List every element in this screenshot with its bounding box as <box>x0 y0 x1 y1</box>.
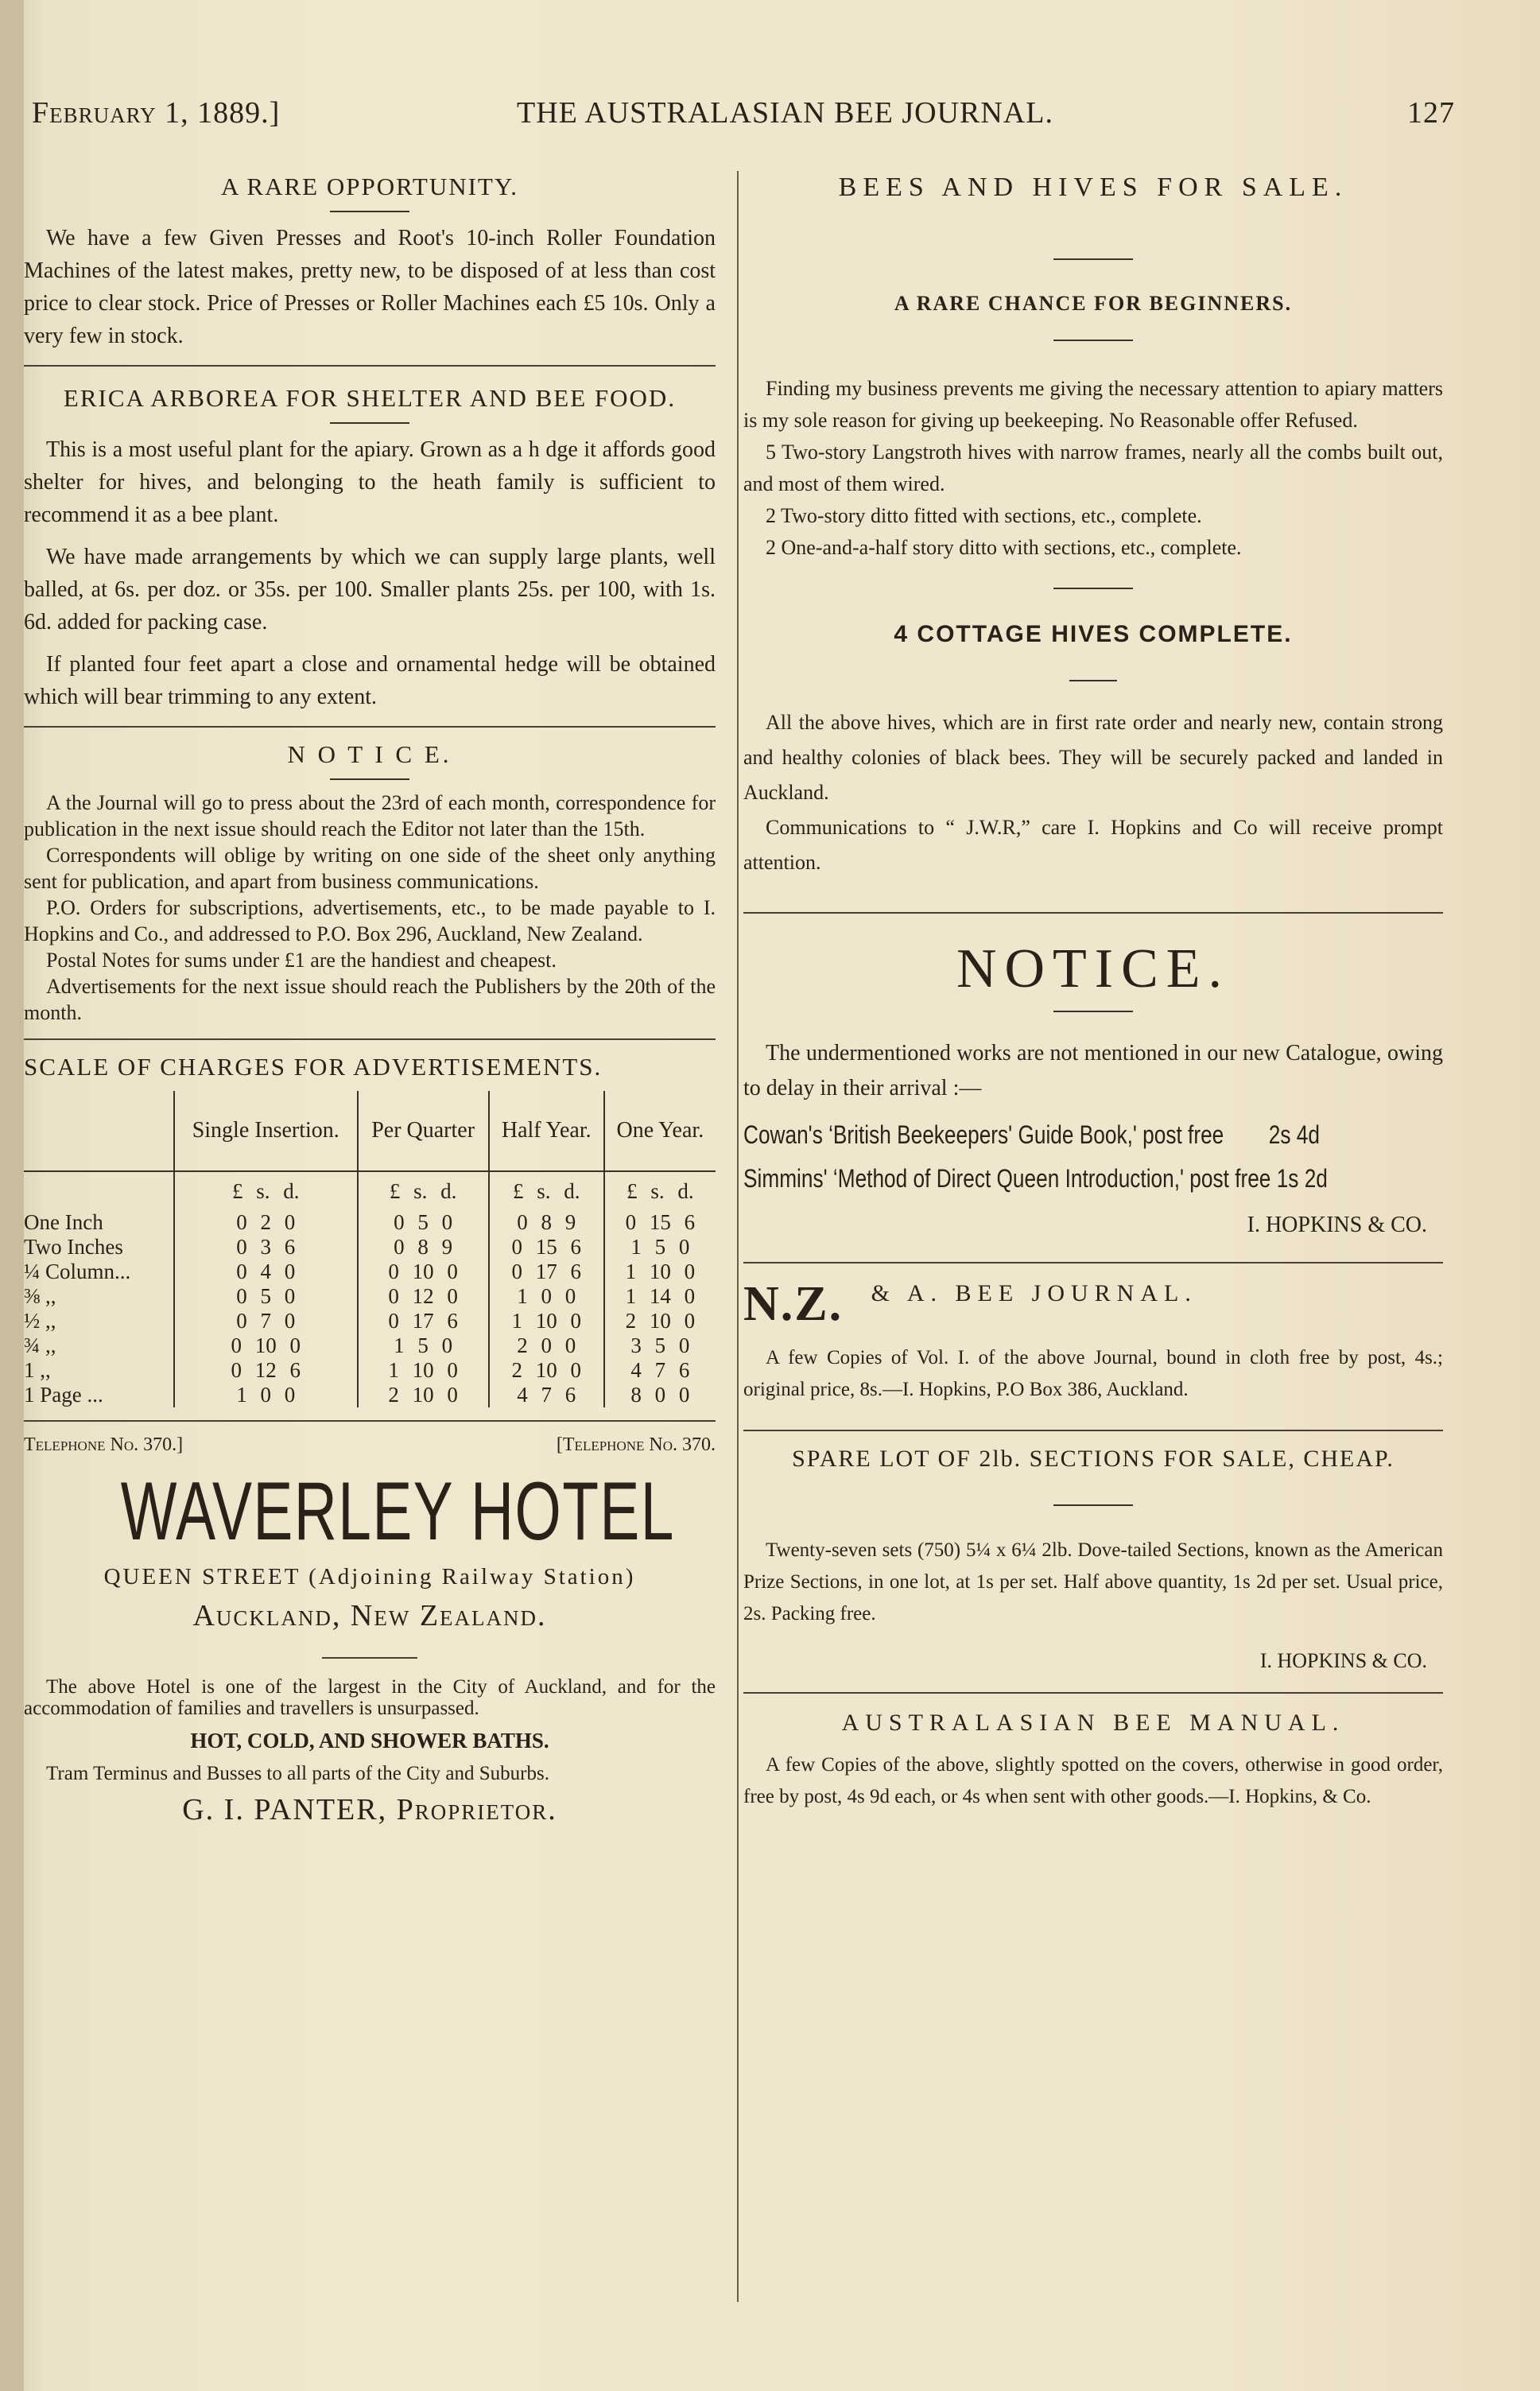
bees-paragraph: All the above hives, which are in first rate order and nearly new, contain strong and healthy colonies of black bees. They will be securely packed and landed in Auckland. <box>743 711 1443 804</box>
journal-title: THE AUSTRALASIAN BEE JOURNAL. <box>517 96 1053 130</box>
rate-cell: 1 5 0 <box>358 1333 489 1358</box>
hotel-name: WAVERLEY HOTEL <box>120 1465 675 1558</box>
short-rule <box>330 778 409 780</box>
erica-heading: ERICA ARBOREA FOR SHELTER AND BEE FOOD. <box>63 384 677 412</box>
rate-cell: 0 10 0 <box>174 1333 358 1358</box>
telephone-right: [Telephone No. 370. <box>556 1434 716 1455</box>
table-row <box>24 1284 716 1309</box>
book-line-simmins: Simmins' ‘Method of Direct Queen Introduction,' post free 1s 2d <box>743 1164 1328 1193</box>
rate-cell: 2 10 0 <box>489 1358 604 1383</box>
hotel-paragraph: The above Hotel is one of the largest in the City of Auckland, and for the accommodation of families and travellers is unsurpassed. <box>24 1676 716 1719</box>
page-number: 127 <box>1407 96 1455 130</box>
bees-body-2 <box>743 705 1443 880</box>
section-rule <box>24 365 716 367</box>
section-rule <box>24 726 716 728</box>
short-rule <box>322 1657 417 1659</box>
section-rule <box>743 912 1443 914</box>
book-line-cowan <box>743 1120 1320 1150</box>
notice-signature: I. HOPKINS & CO. <box>1247 1213 1427 1237</box>
notice-paragraph: A the Journal will go to press about the 23rd of each month, correspondence for publication in the next issue should reach the Editor not later than the 15th. <box>24 791 716 840</box>
row-label: ⅜ ,, <box>24 1284 56 1308</box>
units-cell: £ s. d. <box>604 1171 716 1210</box>
erica-paragraph: If planted four feet apart a close and ornamental hedge will be obtained which will bear trimming to any extent. <box>24 652 716 709</box>
rate-cell: 1 0 0 <box>489 1284 604 1309</box>
hotel-paragraph: Tram Terminus and Busses to all parts of the City and Suburbs. <box>46 1763 549 1784</box>
table-cell <box>24 1171 174 1210</box>
table-row <box>24 1358 716 1383</box>
bees-heading: BEES AND HIVES FOR SALE. <box>838 173 1348 202</box>
header-date: February 1, 1889.] <box>32 96 281 130</box>
short-rule <box>1053 588 1133 589</box>
notice-intro: The undermentioned works are not mentioned in our new Catalogue, owing to delay in their arrival :— <box>743 1041 1443 1100</box>
row-label: One Inch <box>24 1210 103 1234</box>
notice-heading: N O T I C E. <box>287 740 452 768</box>
rate-cell: 0 8 9 <box>358 1235 489 1260</box>
rate-cell: 2 10 0 <box>604 1309 716 1333</box>
telephone-left: Telephone No. 370.] <box>24 1434 184 1455</box>
rare-opportunity-text: We have a few Given Presses and Root's 10-inch Roller Foundation Machines of the latest makes, pretty new, to be disposed of at less than cost price to clear stock. Price of Presses or Roller Machines each £5 10s. Only a very few in stock. <box>24 226 716 348</box>
units-cell: £ s. d. <box>358 1171 489 1210</box>
row-label: 1 Page ... <box>24 1383 103 1407</box>
table-row <box>24 1260 716 1284</box>
advertising-rates-table <box>24 1091 716 1407</box>
bees-paragraph: Finding my business prevents me giving the necessary attention to apiary matters is my sole reason for giving up beekeeping. No Reasonable offer Refused. <box>743 377 1443 432</box>
short-rule <box>1069 680 1117 681</box>
notice-heading-large: NOTICE. <box>956 938 1231 999</box>
bees-body <box>743 373 1443 564</box>
nz-journal-heading <box>743 1276 1443 1333</box>
rate-cell: 8 0 0 <box>604 1383 716 1407</box>
bees-paragraph: Communications to “ J.W.R,” care I. Hopkins and Co will receive prompt attention. <box>743 816 1443 874</box>
rate-cell: 0 4 0 <box>174 1260 358 1284</box>
book-price: 2s 4d <box>1268 1120 1320 1149</box>
rate-cell: 2 0 0 <box>489 1333 604 1358</box>
rate-rows <box>24 1210 716 1407</box>
rate-cell: 2 10 0 <box>358 1383 489 1407</box>
rate-cell: 0 10 0 <box>358 1260 489 1284</box>
rate-cell: 4 7 6 <box>604 1358 716 1383</box>
rate-cell: 0 5 0 <box>358 1210 489 1235</box>
table-row <box>24 1235 716 1260</box>
rate-cell: 1 10 0 <box>489 1309 604 1333</box>
row-label: ¾ ,, <box>24 1333 56 1357</box>
running-header <box>32 95 1455 143</box>
short-rule <box>1053 1504 1133 1506</box>
proprietor-line: G. I. PANTER, Proprietor. <box>182 1793 557 1826</box>
hotel-street: QUEEN STREET (Adjoining Railway Station) <box>103 1564 636 1589</box>
nz-journal-text: A few Copies of Vol. I. of the above Journal, bound in cloth free by post, 4s.; original price, 8s.—I. Hopkins, P.O Box 386, Auckland. <box>743 1347 1443 1400</box>
spare-text: Twenty-seven sets (750) 5¼ x 6¼ 2lb. Dove-tailed Sections, known as the American Prize Sections, in one lot, at 1s per set. Half above quantity, 1s 2d per set. Usual price, 2s. Packing free. <box>743 1539 1443 1624</box>
rate-cell: 0 2 0 <box>174 1210 358 1235</box>
manual-heading: AUSTRALASIAN BEE MANUAL. <box>841 1710 1345 1736</box>
section-rule <box>24 1420 716 1422</box>
rate-cell: 1 14 0 <box>604 1284 716 1309</box>
rate-cell: 0 5 0 <box>174 1284 358 1309</box>
nz-big-letters: N.Z. <box>743 1277 844 1331</box>
rate-cell: 1 10 0 <box>358 1358 489 1383</box>
short-rule <box>1053 1011 1133 1012</box>
bees-paragraph: 5 Two-story Langstroth hives with narrow frames, nearly all the combs built out, and most of them wired. <box>743 441 1443 495</box>
section-rule <box>743 1430 1443 1431</box>
units-cell: £ s. d. <box>489 1171 604 1210</box>
section-rule <box>743 1262 1443 1263</box>
baths-line: HOT, COLD, AND SHOWER BATHS. <box>190 1729 549 1752</box>
table-header-row <box>24 1091 716 1171</box>
table-corner <box>24 1091 174 1171</box>
short-rule <box>1053 258 1133 260</box>
notice-paragraph: Postal Notes for sums under £1 are the handiest and cheapest. <box>46 949 557 972</box>
erica-paragraph: We have made arrangements by which we can supply large plants, well balled, at 6s. per doz. or 35s. per 100. Smaller plants 25s. per 100, with 1s. 6d. added for packing case. <box>24 545 716 635</box>
book-title: Cowan's ‘British Beekeepers' Guide Book,' post free <box>743 1120 1224 1149</box>
column-header: Half Year. <box>489 1091 604 1171</box>
section-rule <box>24 1038 716 1040</box>
row-label: ½ ,, <box>24 1309 56 1333</box>
bees-paragraph: 2 One-and-a-half story ditto with sections, etc., complete. <box>766 536 1242 559</box>
scale-heading: SCALE OF CHARGES FOR ADVERTISEMENTS. <box>24 1053 603 1081</box>
table-row <box>24 1210 716 1235</box>
row-label: 1 ,, <box>24 1358 51 1382</box>
telephone-line <box>24 1434 716 1461</box>
short-rule <box>330 211 409 212</box>
rate-cell: 0 17 6 <box>489 1260 604 1284</box>
short-rule <box>1053 340 1133 341</box>
section-rule <box>743 1692 1443 1694</box>
notice-paragraph: Correspondents will oblige by writing on one side of the sheet only anything sent for publication, and apart from business communications. <box>24 844 716 893</box>
units-cell: £ s. d. <box>174 1171 358 1210</box>
rate-cell: 0 3 6 <box>174 1235 358 1260</box>
left-column <box>24 163 716 1827</box>
rate-cell: 1 0 0 <box>174 1383 358 1407</box>
manual-text: A few Copies of the above, slightly spotted on the covers, otherwise in good order, free by post, 4s 9d each, or 4s when sent with other goods.—I. Hopkins, & Co. <box>743 1754 1443 1807</box>
cottage-heading: 4 COTTAGE HIVES COMPLETE. <box>894 621 1293 647</box>
beginners-heading: A RARE CHANCE FOR BEGINNERS. <box>894 292 1293 315</box>
rate-cell: 1 10 0 <box>604 1260 716 1284</box>
bees-paragraph: 2 Two-story ditto fitted with sections, etc., complete. <box>766 504 1202 527</box>
rate-cell: 4 7 6 <box>489 1383 604 1407</box>
column-header: One Year. <box>604 1091 716 1171</box>
spare-signature: I. HOPKINS & CO. <box>1259 1649 1427 1672</box>
erica-paragraph: This is a most useful plant for the apiary. Grown as a h dge it affords good shelter for hives, and belonging to the heath family is sufficient to recommend it as a bee plant. <box>24 437 716 527</box>
rate-cell: 0 7 0 <box>174 1309 358 1333</box>
column-header: Single Insertion. <box>174 1091 358 1171</box>
table-row <box>24 1383 716 1407</box>
rate-cell: 0 8 9 <box>489 1210 604 1235</box>
rate-cell: 0 12 0 <box>358 1284 489 1309</box>
hotel-body <box>24 1676 716 1784</box>
hotel-city: Auckland, New Zealand. <box>192 1599 547 1632</box>
rate-cell: 1 5 0 <box>604 1235 716 1260</box>
rate-cell: 3 5 0 <box>604 1333 716 1358</box>
notice-paragraph: Advertisements for the next issue should reach the Publishers by the 20th of the month. <box>24 975 716 1024</box>
rate-cell: 0 15 6 <box>489 1235 604 1260</box>
notice-paragraph: P.O. Orders for subscriptions, advertisements, etc., to be made payable to I. Hopkins and Co., and addressed to P.O. Box 296, Auckland, New Zealand. <box>24 896 716 945</box>
rare-opportunity-heading: A RARE OPPORTUNITY. <box>220 173 519 200</box>
spare-heading <box>743 1446 1443 1473</box>
rate-cell: 0 15 6 <box>604 1210 716 1235</box>
rate-cell: 0 17 6 <box>358 1309 489 1333</box>
units-row <box>24 1171 716 1210</box>
short-rule <box>330 422 409 424</box>
spare-heading-text: SPARE LOT OF 2lb. SECTIONS FOR SALE, CHEAP. <box>792 1446 1395 1472</box>
nz-heading-rest: & A. BEE JOURNAL. <box>871 1280 1197 1306</box>
right-column <box>743 163 1443 1813</box>
binding-edge <box>0 0 24 2391</box>
row-label: ¼ Column... <box>24 1260 131 1283</box>
column-divider <box>737 171 739 2302</box>
row-label: Two Inches <box>24 1235 123 1259</box>
table-row <box>24 1333 716 1358</box>
column-header: Per Quarter <box>358 1091 489 1171</box>
table-row <box>24 1309 716 1333</box>
rate-cell: 0 12 6 <box>174 1358 358 1383</box>
notice-body <box>24 790 716 1026</box>
